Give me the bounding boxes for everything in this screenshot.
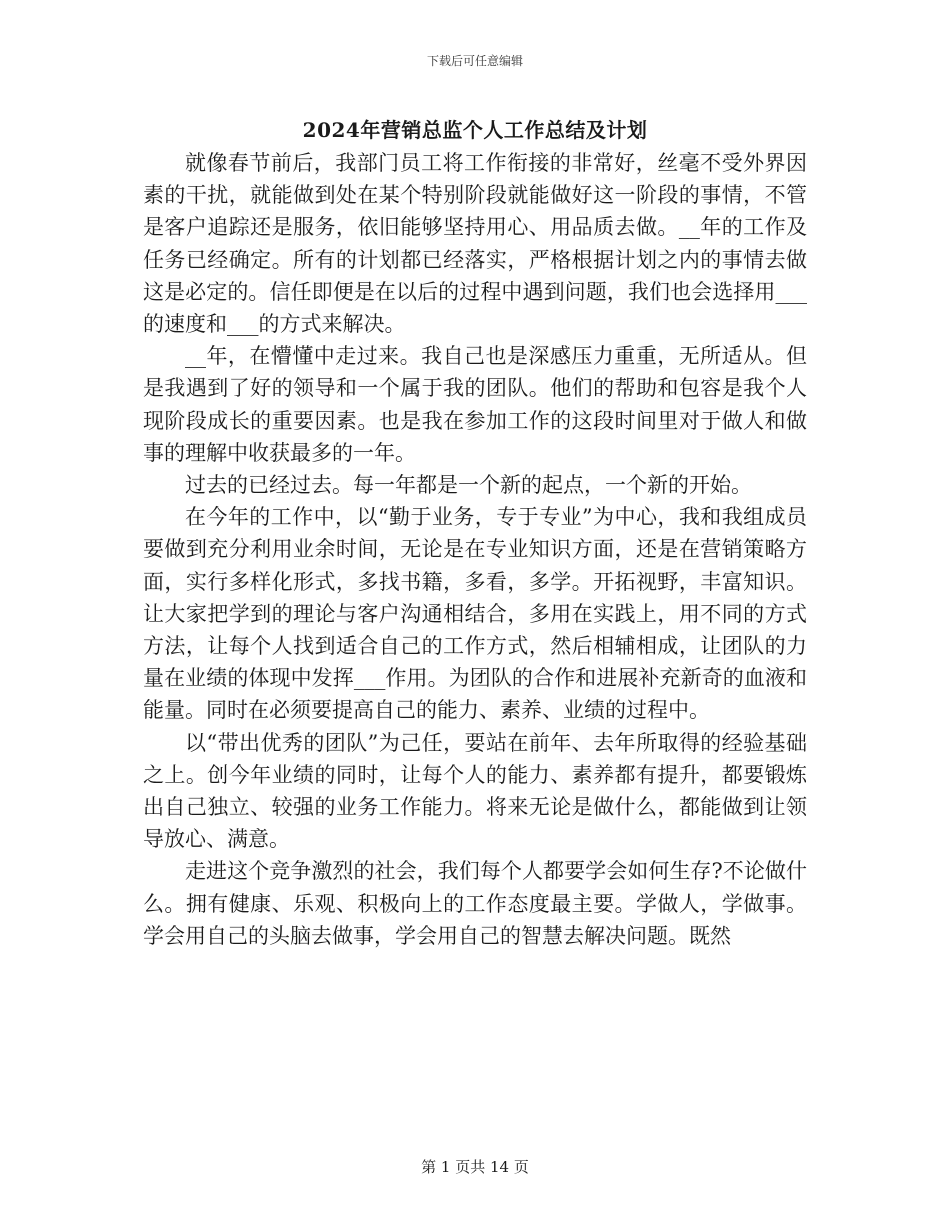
header-note: 下载后可任意编辑: [426, 54, 523, 68]
paragraph: 在今年的工作中，以“勤于业务，专于专业”为中心，我和我组成员要做到充分利用业余时间，无论是在专业知识方面，还是在营销策略方面，实行多样化形式，多找书籍，多看，多学。开拓视野，丰富知识。让大家把学到的理论与客户沟通相结合，多用在实践上，用不同的方式方法，让每个人找到适合自己的工作方式，然后相辅相成，让团队的力量在业绩的体现中发挥___作用。为团队的合作和进展补充新奇的血液和能量。同时在必须要提高自己的能力、素养、业绩的过程中。: [143, 505, 807, 723]
document-title: 2024年营销总监个人工作总结及计划: [302, 118, 648, 142]
document-body: [143, 147, 807, 952]
paragraph: __年，在懵懂中走过来。我自己也是深感压力重重，无所适从。但是我遇到了好的领导和一个属于我的团队。他们的帮助和包容是我个人现阶段成长的重要因素。也是我在参加工作的这段时间里对于做人和做事的理解中收获最多的一年。: [143, 344, 807, 465]
paragraph: 就像春节前后，我部门员工将工作衔接的非常好，丝毫不受外界因素的干扰，就能做到处在某个特别阶段就能做好这一阶段的事情，不管是客户追踪还是服务，依旧能够坚持用心、用品质去做。__年的工作及任务已经确定。所有的计划都已经落实，严格根据计划之内的事情去做这是必定的。信任即便是在以后的过程中遇到问题，我们也会选择用___的速度和___的方式来解决。: [143, 151, 807, 337]
paragraph: 走进这个竞争激烈的社会，我们每个人都要学会如何生存?不论做什么。拥有健康、乐观、积极向上的工作态度最主要。学做人，学做事。学会用自己的头脑去做事，学会用自己的智慧去解决问题。既然: [143, 859, 807, 948]
paragraph: 以“带出优秀的团队”为己任，要站在前年、去年所取得的经验基础之上。创今年业绩的同时，让每个人的能力、素养都有提升，都要锻炼出自己独立、较强的业务工作能力。将来无论是做什么，都能做到让领导放心、满意。: [143, 730, 807, 852]
paragraph: 过去的已经过去。每一年都是一个新的起点，一个新的开始。: [185, 473, 752, 498]
page-number: 第 1 页共 14 页: [421, 1158, 529, 1176]
